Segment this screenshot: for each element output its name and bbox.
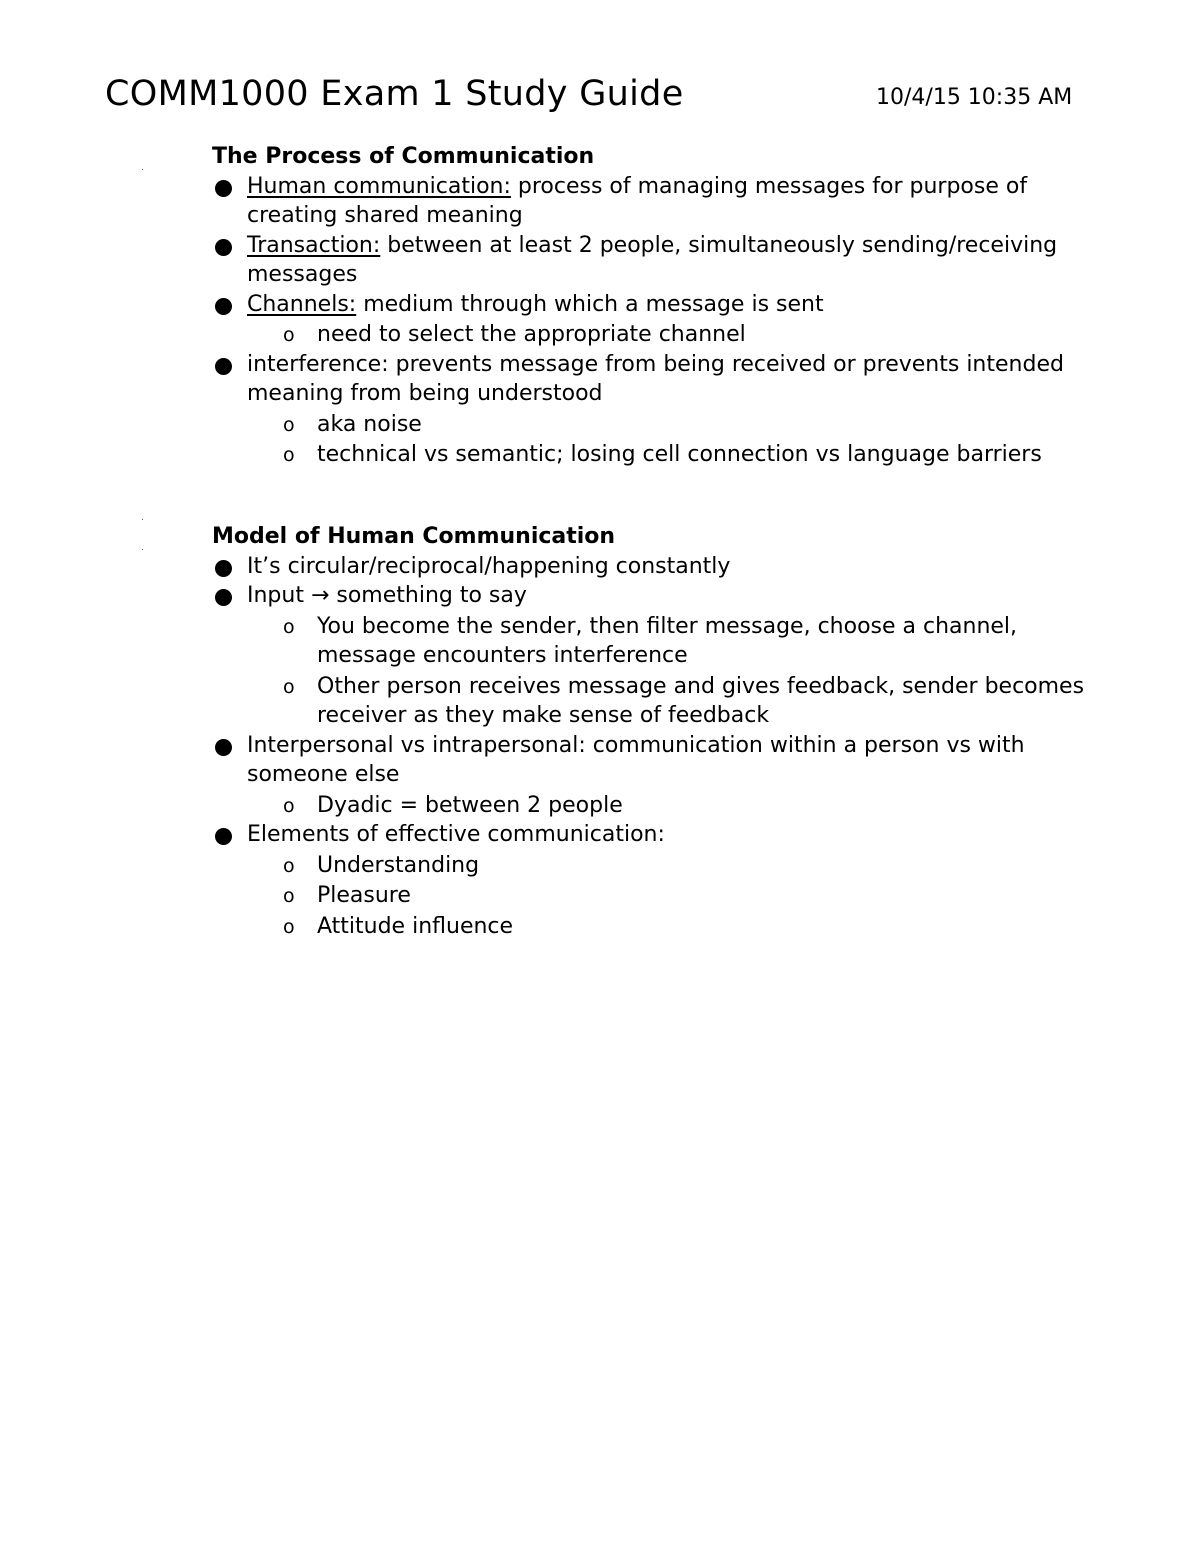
bullet-term: Human communication:	[247, 173, 511, 199]
sub-item	[212, 672, 1092, 731]
circle-bullet-icon: o	[283, 915, 295, 938]
sub-item	[212, 410, 1092, 440]
sub-item-text: Other person receives message and gives feedback, sender becomes receiver as they make sense of feedback	[317, 673, 1085, 728]
section-process-of-communication	[212, 142, 1092, 470]
bullet-item	[212, 350, 1092, 409]
bullet-term: Transaction:	[247, 232, 381, 258]
bullet-item	[212, 552, 1092, 582]
sub-item	[212, 440, 1092, 470]
margin-marker: .	[141, 543, 144, 553]
sub-item-text: need to select the appropriate channel	[317, 322, 746, 347]
sub-item-text: Attitude influence	[317, 913, 514, 939]
bullet-dot-icon	[215, 358, 232, 375]
circle-bullet-icon: o	[283, 615, 295, 638]
bullet-item	[212, 581, 1092, 611]
sub-item-text: technical vs semantic; losing cell connection vs language barriers	[317, 442, 1042, 467]
sub-list	[212, 410, 1092, 470]
sub-list	[212, 320, 1092, 350]
circle-bullet-icon: o	[283, 444, 295, 466]
bullet-dot-icon	[215, 560, 232, 577]
section-heading: The Process of Communication	[212, 144, 595, 169]
circle-bullet-icon: o	[283, 854, 295, 877]
sub-item-text: Dyadic = between 2 people	[317, 792, 623, 818]
sub-item	[212, 851, 1092, 881]
bullet-dot-icon	[215, 828, 232, 845]
margin-marker: .	[141, 163, 144, 173]
sub-item-text: Pleasure	[317, 883, 411, 908]
page-title: COMM1000 Exam 1 Study Guide	[105, 74, 684, 114]
bullet-dot-icon	[215, 298, 232, 315]
circle-bullet-icon: o	[283, 324, 295, 346]
circle-bullet-icon: o	[283, 675, 295, 698]
page-date: 10/4/15 10:35 AM	[876, 85, 1073, 110]
sub-item-text: Understanding	[317, 852, 480, 878]
sub-list	[212, 791, 1092, 821]
sub-item	[212, 320, 1092, 350]
section-heading: Model of Human Communication	[212, 524, 616, 549]
bullet-dot-icon	[215, 589, 232, 606]
bullet-item	[212, 820, 1092, 850]
margin-marker: .	[141, 513, 144, 523]
bullet-text: Input → something to say	[247, 583, 527, 608]
bullet-dot-icon	[215, 739, 232, 756]
bullet-item	[212, 231, 1092, 290]
bullet-item	[212, 172, 1092, 231]
sub-item-text: aka noise	[317, 411, 422, 437]
sub-item	[212, 791, 1092, 821]
bullet-dot-icon	[215, 180, 232, 197]
circle-bullet-icon: o	[283, 413, 295, 436]
bullet-text: between at least 2 people, simultaneously sending/receiving messages	[247, 232, 1058, 287]
bullet-item	[212, 731, 1092, 790]
bullet-text: It’s circular/reciprocal/happening constantly	[247, 553, 731, 579]
sub-list	[212, 612, 1092, 731]
bullet-item	[212, 290, 1092, 320]
section-model-of-human-communication	[212, 522, 1092, 941]
bullet-term: Channels:	[247, 291, 357, 317]
bullet-dot-icon	[215, 239, 232, 256]
sub-item-text: You become the sender, then filter message, choose a channel, message encounters interference	[317, 613, 1018, 668]
bullet-text: process of managing messages for purpose of creating shared meaning	[247, 173, 1028, 228]
bullet-text: medium through which a message is sent	[356, 291, 824, 317]
sub-list	[212, 851, 1092, 942]
bullet-text: Interpersonal vs intrapersonal: communication within a person vs with someone else	[247, 732, 1025, 787]
circle-bullet-icon: o	[283, 794, 295, 817]
sub-item	[212, 612, 1092, 671]
sub-item	[212, 912, 1092, 942]
circle-bullet-icon: o	[283, 885, 295, 907]
bullet-text: Elements of effective communication:	[247, 822, 665, 847]
sub-item	[212, 881, 1092, 911]
bullet-text: interference: prevents message from being received or prevents intended meaning from being understood	[247, 351, 1064, 406]
